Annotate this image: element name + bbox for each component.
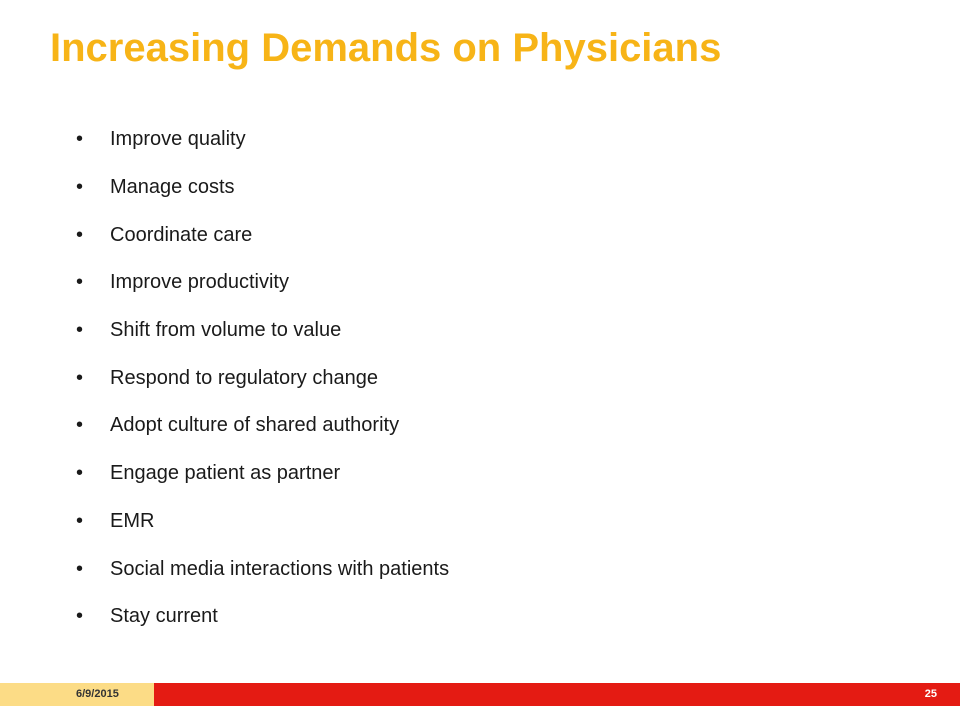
bullet-icon: •: [76, 223, 84, 246]
footer-bar: [0, 683, 960, 706]
bullet-text: Engage patient as partner: [110, 462, 341, 485]
bullet-icon: •: [76, 414, 84, 437]
bullet-icon: •: [76, 176, 84, 199]
bullet-icon: •: [76, 366, 84, 389]
footer-accent-segment: [154, 683, 960, 706]
bullet-item: [76, 164, 449, 212]
footer-date-segment: [0, 683, 154, 706]
bullet-item: [76, 259, 449, 307]
bullet-icon: •: [76, 557, 84, 580]
page-number: 25: [924, 688, 937, 700]
bullet-text: Respond to regulatory change: [110, 366, 378, 389]
bullet-text: Improve productivity: [110, 271, 289, 294]
bullet-item: [76, 593, 449, 641]
bullet-text: Manage costs: [110, 176, 235, 199]
bullet-icon: •: [76, 509, 84, 532]
bullet-text: Stay current: [110, 605, 218, 628]
bullet-item: [76, 211, 449, 259]
slide-title: Increasing Demands on Physicians: [50, 26, 722, 70]
bullet-text: Shift from volume to value: [110, 319, 342, 342]
bullet-item: [76, 545, 449, 593]
bullet-item: [76, 354, 449, 402]
bullet-icon: •: [76, 319, 84, 342]
bullet-item: [76, 307, 449, 355]
bullet-item: [76, 498, 449, 546]
bullet-text: Social media interactions with patients: [110, 557, 450, 580]
bullet-item: [76, 116, 449, 164]
bullet-item: [76, 450, 449, 498]
footer-date: 6/9/2015: [76, 688, 119, 700]
bullet-text: Coordinate care: [110, 223, 253, 246]
bullet-text: Improve quality: [110, 128, 246, 151]
bullet-text: EMR: [110, 509, 155, 532]
bullet-item: [76, 402, 449, 450]
bullet-icon: •: [76, 462, 84, 485]
bullet-icon: •: [76, 271, 84, 294]
bullet-text: Adopt culture of shared authority: [110, 414, 400, 437]
bullet-list: [76, 116, 449, 641]
bullet-icon: •: [76, 128, 84, 151]
bullet-icon: •: [76, 605, 84, 628]
